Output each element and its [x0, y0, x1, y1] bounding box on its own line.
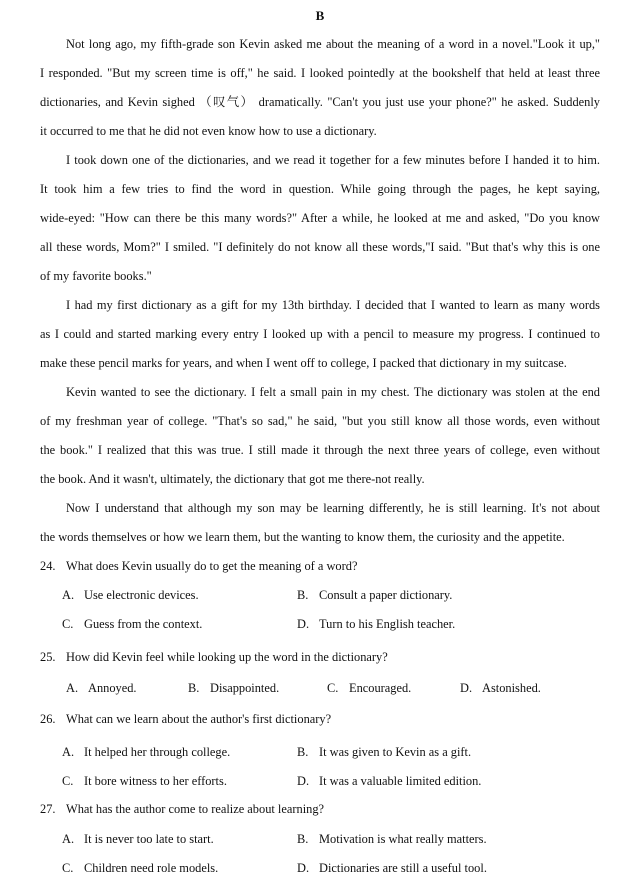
- passage-line: it occurred to me that he did not even know how to use a dictionary.: [40, 124, 377, 138]
- answer-option[interactable]: [62, 743, 230, 761]
- question-text: What can we learn about the author's first dictionary?: [66, 712, 332, 726]
- answer-option[interactable]: [297, 772, 481, 790]
- answer-option[interactable]: [297, 586, 452, 604]
- option-text: Encouraged.: [349, 681, 412, 695]
- answer-option[interactable]: [62, 772, 227, 790]
- option-text: Motivation is what really matters.: [319, 832, 487, 846]
- answer-option[interactable]: [327, 679, 411, 697]
- option-text: Annoyed.: [88, 681, 137, 695]
- question-stem: [40, 800, 324, 818]
- passage-line: the book." I realized that this was true. I still made it through the next three years of college, even without: [40, 443, 600, 457]
- question-text: What does Kevin usually do to get the meaning of a word?: [66, 559, 358, 573]
- passage-line: wide-eyed: "How can there be this many words?" After a while, he looked at me and asked, "Do you know: [40, 211, 600, 225]
- option-letter: D.: [297, 774, 310, 788]
- answer-option[interactable]: [297, 615, 455, 633]
- option-letter: B.: [297, 832, 309, 846]
- option-letter: A.: [62, 588, 75, 602]
- option-letter: C.: [62, 774, 74, 788]
- option-text: Disappointed.: [210, 681, 280, 695]
- question-text: How did Kevin feel while looking up the word in the dictionary?: [66, 650, 388, 664]
- option-text: Guess from the context.: [84, 617, 203, 631]
- passage-line: of my favorite books.": [40, 269, 152, 283]
- question-number: 26.: [40, 712, 56, 726]
- option-letter: B.: [188, 681, 200, 695]
- question-number: 24.: [40, 559, 56, 573]
- option-letter: C.: [62, 861, 74, 875]
- question-stem: [40, 648, 388, 666]
- passage-line: make these pencil marks for years, and when I went off to college, I packed that dictionary in my suitcase.: [40, 356, 567, 370]
- option-letter: D.: [297, 861, 310, 875]
- option-text: It was given to Kevin as a gift.: [319, 745, 472, 759]
- passage-line: the book. And it wasn't, ultimately, the dictionary that got me there-not really.: [40, 472, 425, 486]
- passage-line: the words themselves or how we learn them, but the wanting to know them, the curiosity and the appetite.: [40, 530, 565, 544]
- option-text: It bore witness to her efforts.: [84, 774, 227, 788]
- passage-line: Now I understand that although my son may be learning differently, he is still learning. It's not about: [66, 501, 600, 515]
- passage-line: of my freshman year of college. "That's so sad," he said, "but you still know all those words, even without: [40, 414, 600, 428]
- option-text: It is never too late to start.: [84, 832, 214, 846]
- question-stem: [40, 710, 331, 728]
- option-text: Consult a paper dictionary.: [319, 588, 453, 602]
- question-number: 27.: [40, 802, 56, 816]
- question-text: What has the author come to realize about learning?: [66, 802, 325, 816]
- passage-line: I took down one of the dictionaries, and we read it together for a few minutes before I handed it to him.: [66, 153, 600, 167]
- option-letter: C.: [327, 681, 339, 695]
- answer-option[interactable]: [62, 830, 214, 848]
- option-letter: A.: [62, 832, 75, 846]
- option-letter: D.: [460, 681, 473, 695]
- passage-line: I had my first dictionary as a gift for my 13th birthday. I decided that I wanted to learn as many words: [66, 298, 600, 312]
- answer-option[interactable]: [297, 859, 487, 877]
- answer-option[interactable]: [62, 859, 218, 877]
- answer-option[interactable]: [188, 679, 279, 697]
- option-text: Use electronic devices.: [84, 588, 199, 602]
- option-text: It was a valuable limited edition.: [319, 774, 482, 788]
- option-text: Astonished.: [482, 681, 541, 695]
- option-letter: D.: [297, 617, 310, 631]
- section-title: B: [315, 8, 325, 23]
- option-text: It helped her through college.: [84, 745, 231, 759]
- option-letter: A.: [62, 745, 75, 759]
- answer-option[interactable]: [460, 679, 541, 697]
- question-stem: [40, 557, 357, 575]
- option-text: Children need role models.: [84, 861, 219, 875]
- answer-option[interactable]: [297, 830, 487, 848]
- option-letter: C.: [62, 617, 74, 631]
- passage-line: as I could and started marking every entry I looked up with a pencil to measure my progress. I continued to: [40, 327, 600, 341]
- passage-line: Not long ago, my fifth-grade son Kevin asked me about the meaning of a word in a novel."Look it up,": [66, 37, 600, 51]
- passage-line: Kevin wanted to see the dictionary. I felt a small pain in my chest. The dictionary was stolen at the end: [66, 385, 600, 399]
- option-letter: B.: [297, 745, 309, 759]
- answer-option[interactable]: [297, 743, 471, 761]
- answer-option[interactable]: [66, 679, 137, 697]
- answer-option[interactable]: [62, 586, 199, 604]
- option-text: Dictionaries are still a useful tool.: [319, 861, 487, 875]
- option-letter: A.: [66, 681, 79, 695]
- option-text: Turn to his English teacher.: [319, 617, 456, 631]
- passage-line: I responded. "But my screen time is off," he said. I looked pointedly at the bookshelf that held at least three: [40, 66, 600, 80]
- question-number: 25.: [40, 650, 56, 664]
- option-letter: B.: [297, 588, 309, 602]
- passage-line: It took him a few tries to find the word in question. While going through the pages, he kept saying,: [40, 182, 600, 196]
- passage-line: dictionaries, and Kevin sighed （叹气） dramatically. "Can't you just use your phone?" he asked. Suddenly: [40, 95, 600, 109]
- passage-line: all these words, Mom?" I smiled. "I definitely do not know all these words,"I said. "But that's why this is one: [40, 240, 600, 254]
- answer-option[interactable]: [62, 615, 202, 633]
